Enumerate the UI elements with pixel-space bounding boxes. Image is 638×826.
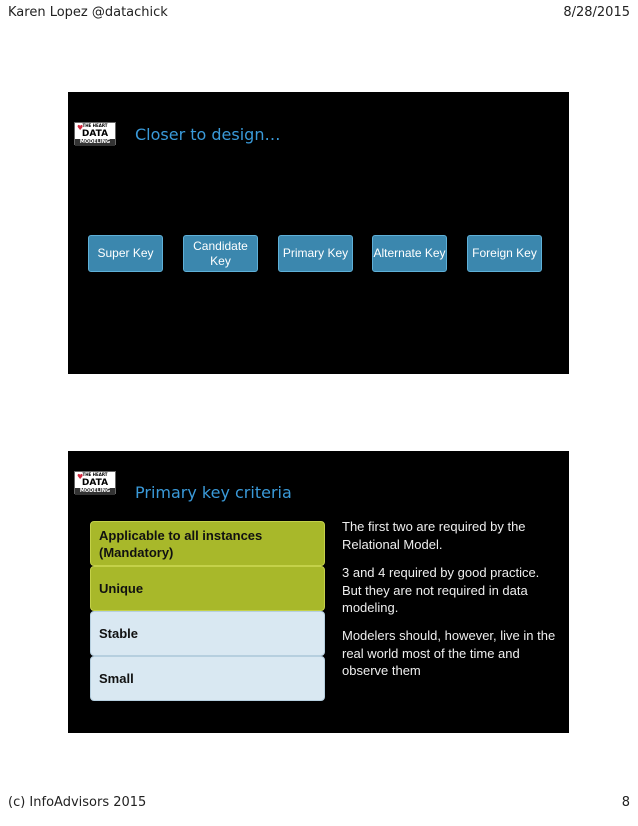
slide-primary-key-criteria [68,451,569,733]
slide-title: Closer to design… [135,125,281,144]
key-box-super-key [88,235,163,272]
criterion-unique [90,566,325,611]
key-box-alternate-key [372,235,447,272]
logo-line-3: MODELING [75,488,115,495]
criterion-label: Small [99,671,134,686]
footer-page-number: 8 [621,795,630,810]
key-box-label: Candidate Key [193,238,248,268]
footer-copyright: (c) InfoAdvisors 2015 [8,795,147,810]
criterion-label: Applicable to all instances (Mandatory) [99,527,263,560]
key-box-label: Foreign Key [472,246,537,260]
logo-line-3: MODELING [75,139,115,146]
criterion-stable [90,611,325,656]
key-box-candidate-key [183,235,258,272]
criterion-small [90,656,325,701]
heart-of-data-modeling-logo [74,122,116,145]
note-relational-model: The first two are required by the Relational Model. [342,519,526,552]
header-author: Karen Lopez @datachick [8,5,168,20]
header-date: 8/28/2015 [563,5,630,20]
heart-of-data-modeling-logo [74,471,116,494]
logo-line-2: DATA [81,478,109,488]
key-box-primary-key [278,235,353,272]
key-box-label: Alternate Key [373,246,446,260]
key-box-foreign-key [467,235,542,272]
logo-line-2: DATA [81,129,109,139]
key-box-label: Super Key [97,246,154,260]
criterion-label: Unique [99,581,144,596]
slide-title: Primary key criteria [135,483,292,502]
logo-line-1: THE HEART [82,472,108,477]
criterion-applicable [90,521,325,566]
criterion-label: Stable [99,626,139,641]
key-box-label: Primary Key [282,246,349,260]
slide-closer-to-design [68,92,569,374]
logo-line-1: THE HEART [82,123,108,128]
note-real-world: Modelers should, however, live in the real world most of the time and observe them [342,628,556,678]
heart-icon: ♥ [77,124,84,132]
heart-icon: ♥ [77,473,84,481]
note-good-practice: 3 and 4 required by good practice. But they are not required in data modeling. [342,565,540,615]
